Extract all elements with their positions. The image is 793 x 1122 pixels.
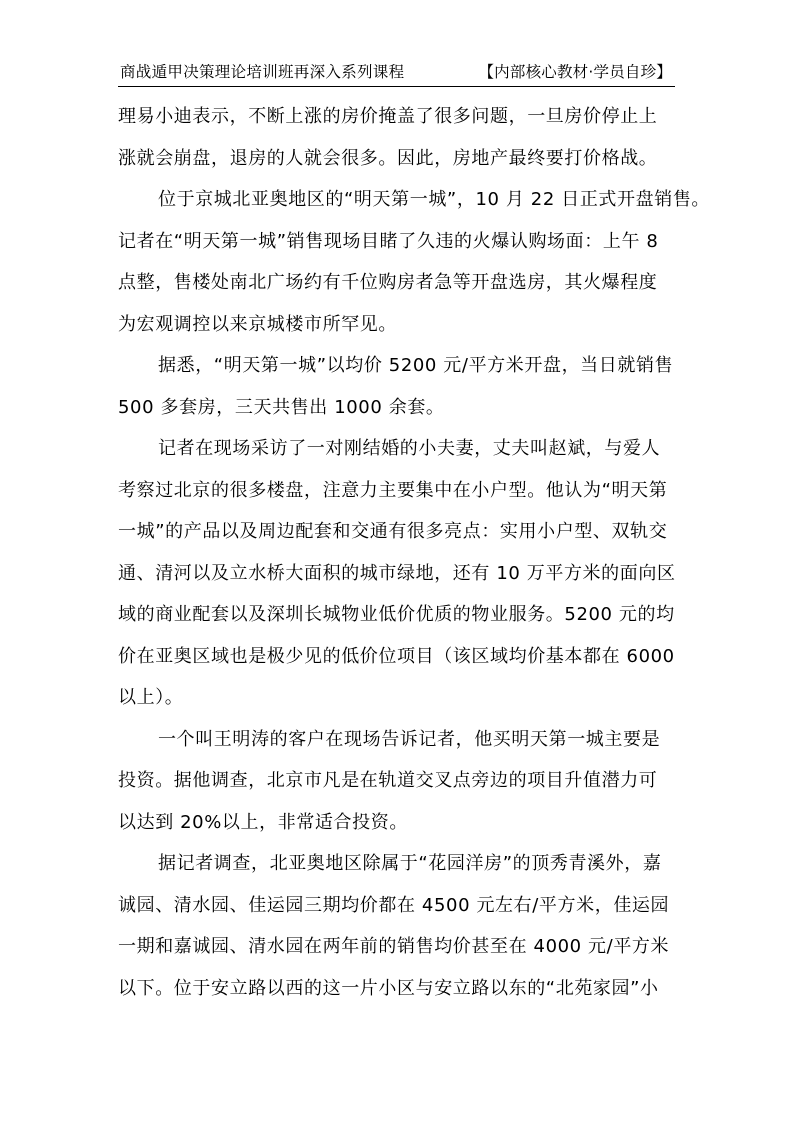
body-text-line: 价在亚奥区域也是极少见的低价位项目（该区域均价基本都在 6000 — [118, 645, 675, 667]
body-text-line: 据记者调查，北亚奥地区除属于“花园洋房”的顶秀青溪外，嘉 — [158, 853, 662, 874]
paragraph — [118, 719, 688, 844]
body-text-line: 一个叫王明涛的客户在现场告诉记者，他买明天第一城主要是 — [158, 728, 661, 750]
paragraph — [118, 428, 688, 719]
body-text — [118, 96, 711, 1009]
paragraph — [118, 843, 688, 1009]
body-text-line: 点整，售楼处南北广场约有千位购房者急等开盘选房，其火爆程度 — [118, 272, 658, 293]
header-divider — [118, 86, 675, 87]
body-text-line: 考察过北京的很多楼盘，注意力主要集中在小户型。他认为“明天第 — [118, 479, 668, 501]
paragraph — [118, 179, 711, 345]
body-text-line: 记者在现场采访了一对刚结婚的小夫妻，丈夫叫赵斌，与爱人 — [158, 438, 661, 459]
body-text-line: 一期和嘉诚园、清水园在两年前的销售均价甚至在 4000 元/平方米 — [118, 936, 670, 957]
body-text-line: 以达到 20%以上，非常适合投资。 — [118, 811, 408, 833]
body-text-line: 通、清河以及立水桥大面积的城市绿地，还有 10 万平方米的面向区 — [118, 562, 676, 584]
body-text-line: 以上）。 — [118, 687, 184, 708]
paragraph — [118, 345, 688, 428]
body-text-line: 据悉，“明天第一城”以均价 5200 元/平方米开盘，当日就销售 — [158, 355, 674, 376]
body-text-line: 诚园、清水园、佳运园三期均价都在 4500 元左右/平方米，佳运园 — [118, 894, 670, 916]
paragraph — [118, 96, 688, 179]
body-text-line: 500 多套房，三天共售出 1000 余套。 — [118, 396, 445, 418]
body-text-line: 涨就会崩盘，退房的人就会很多。因此，房地产最终要打价格战。 — [118, 147, 658, 169]
running-header-course-title: 商战遁甲决策理论培训班再深入系列课程 — [120, 63, 405, 81]
running-header-material-tag: 【内部核心教材·学员自珍】 — [478, 63, 672, 81]
body-text-line: 理易小迪表示，不断上涨的房价掩盖了很多问题，一旦房价停止上 — [118, 106, 658, 127]
body-text-line: 位于京城北亚奥地区的“明天第一城”，10 月 22 日正式开盘销售。 — [158, 189, 711, 210]
body-text-line: 以下。位于安立路以西的这一片小区与安立路以东的“北苑家园”小 — [118, 977, 659, 999]
body-text-line: 一城”的产品以及周边配套和交通有很多亮点：实用小户型、双轨交 — [118, 521, 668, 542]
body-text-line: 投资。据他调查，北京市凡是在轨道交叉点旁边的项目升值潜力可 — [118, 770, 658, 791]
body-text-line: 为宏观调控以来京城楼市所罕见。 — [118, 313, 397, 335]
body-text-line: 记者在“明天第一城”销售现场目睹了久违的火爆认购场面：上午 8 — [118, 230, 659, 252]
body-text-line: 域的商业配套以及深圳长城物业低价优质的物业服务。5200 元的均 — [118, 604, 675, 625]
